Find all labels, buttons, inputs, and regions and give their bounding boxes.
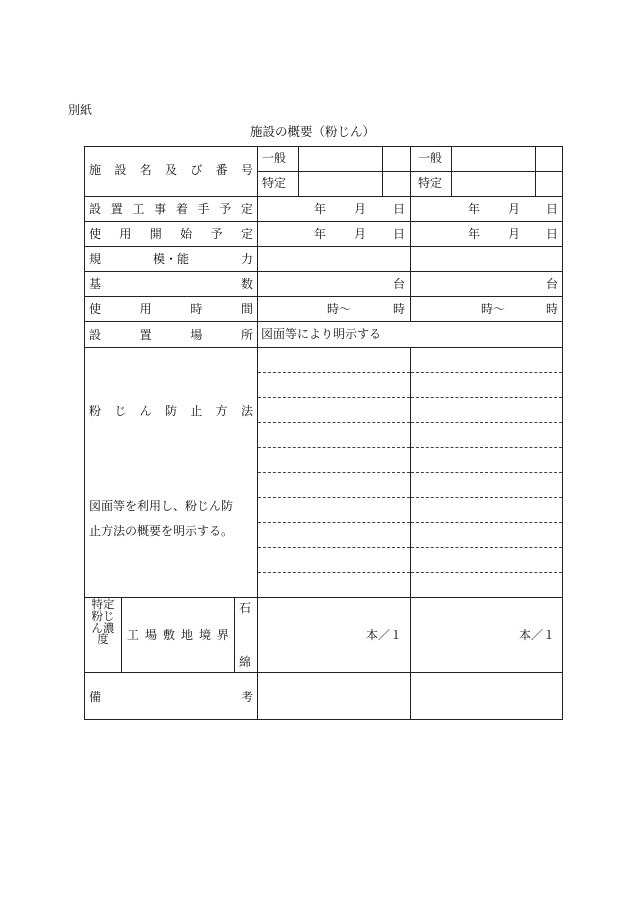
start-day-1: 日 <box>393 227 406 241</box>
start-date-label: 使 用 開 始 予 定 <box>89 227 253 241</box>
facility-name-label: 施 設 名 及 び 番 号 <box>89 163 253 177</box>
fiber-unit-2: 本／１ <box>519 628 556 642</box>
page-title: 施設の概要（粉じん） <box>250 124 376 139</box>
location-value: 図面等により明示する <box>261 327 382 341</box>
remarks-label: 備 考 <box>89 690 253 704</box>
scale-label: 規 模・能 力 <box>89 252 253 266</box>
start-year-1: 年 <box>314 227 327 241</box>
prevention-note-line-1: 図面等を利用し、粉じん防 <box>89 499 234 513</box>
install-day-2: 日 <box>546 202 559 216</box>
install-month-2: 月 <box>508 202 521 216</box>
asbestos-label-top: 石 <box>239 601 252 615</box>
attachment-label: 別紙 <box>68 103 93 117</box>
install-month-1: 月 <box>354 202 367 216</box>
boundary-label: 工 場 敷 地 境 界 <box>127 628 229 642</box>
fiber-unit-1: 本／１ <box>366 628 403 642</box>
install-date-label: 設 置 工 事 着 手 予 定 <box>89 202 253 216</box>
units-1: 台 <box>393 277 406 291</box>
general-label-1: 一般 <box>262 151 287 165</box>
install-year-2: 年 <box>468 202 481 216</box>
hour-from-1: 時～ <box>327 302 352 316</box>
start-month-2: 月 <box>508 227 521 241</box>
asbestos-label-bottom: 綿 <box>239 655 252 669</box>
hour-to-1: 時 <box>393 302 406 316</box>
prevention-label: 粉 じ ん 防 止 方 法 <box>89 404 253 418</box>
hour-from-2: 時～ <box>481 302 506 316</box>
install-day-1: 日 <box>393 202 406 216</box>
start-year-2: 年 <box>468 227 481 241</box>
prevention-note-line-2: 止方法の概要を明示する。 <box>89 524 234 538</box>
general-label-2: 一般 <box>418 151 443 165</box>
units-2: 台 <box>546 277 559 291</box>
specific-label-1: 特定 <box>262 176 287 190</box>
location-label: 設 置 場 所 <box>89 328 253 342</box>
usage-time-label: 使 用 時 間 <box>89 302 253 316</box>
concentration-label: 特定粉じん濃度 <box>91 597 115 647</box>
count-label: 基 数 <box>89 277 253 291</box>
hour-to-2: 時 <box>546 302 559 316</box>
install-year-1: 年 <box>314 202 327 216</box>
start-month-1: 月 <box>354 227 367 241</box>
specific-label-2: 特定 <box>418 176 443 190</box>
start-day-2: 日 <box>546 227 559 241</box>
